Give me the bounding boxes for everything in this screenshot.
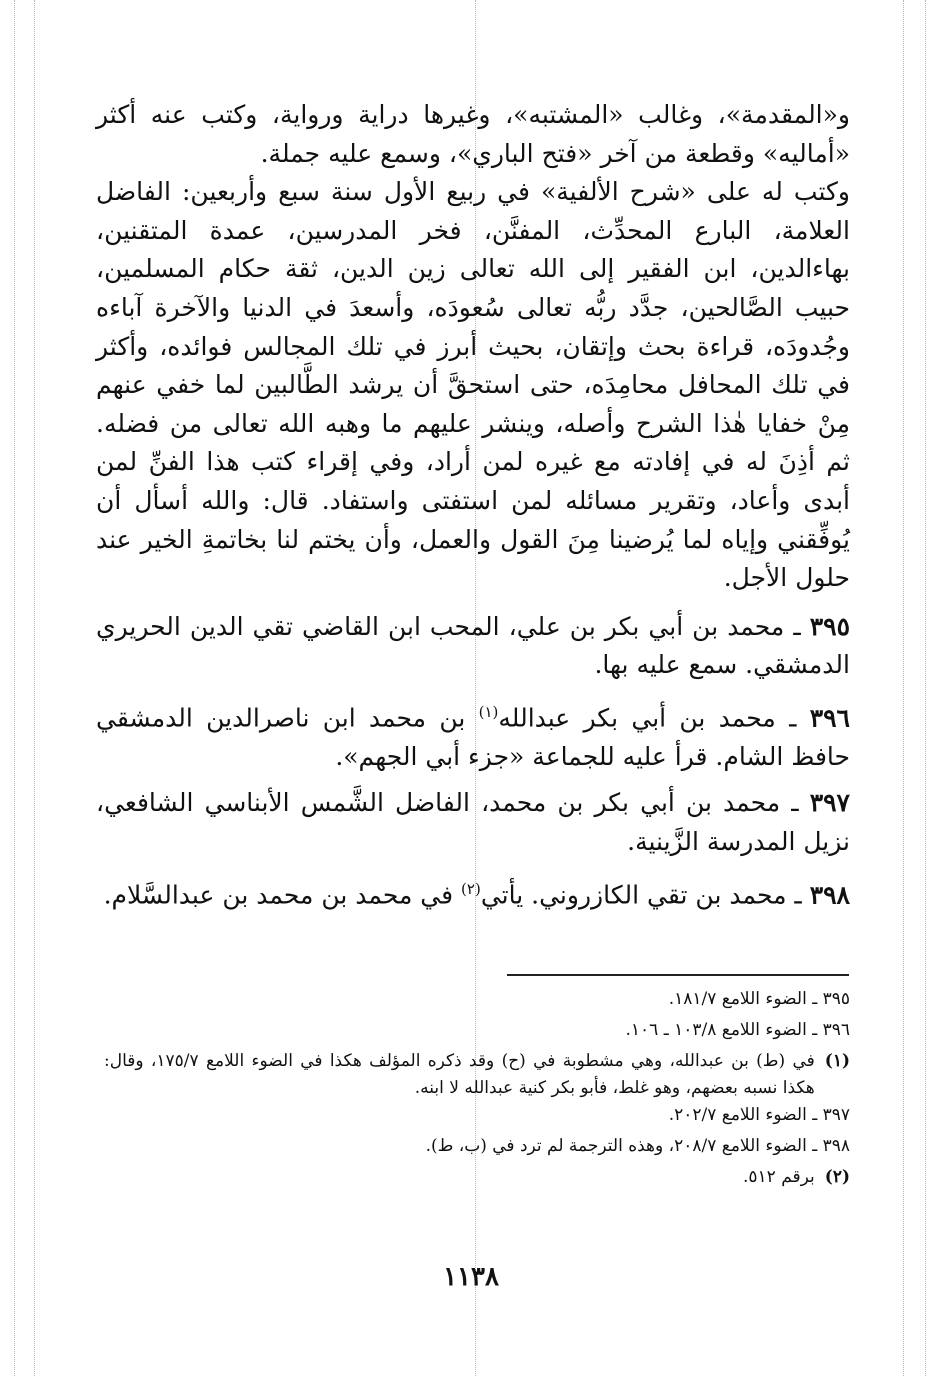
- footnote-marker: (١): [824, 1051, 850, 1071]
- entry-text: محمد بن تقي الكازروني. يأتي: [480, 879, 787, 909]
- entry-number: ٣٩٥: [809, 611, 851, 641]
- scan-edge-line-left-inner: [34, 0, 35, 1376]
- entry-dash: ـ: [793, 611, 801, 641]
- page-number: ١١٣٨: [443, 1262, 499, 1292]
- footnote-marker: (٢): [824, 1167, 850, 1187]
- entry-text-continued: في محمد بن محمد بن عبدالسَّلام.: [103, 879, 462, 909]
- footnote-text: في (ط) بن عبدالله، وهي مشطوبة في (ح) وقد ذكره المؤلف هكذا في الضوء اللامع ١٧٥/٧، وقال: هكذا نسبه بعضهم، وهو غلط، فأبو بكر كنية عبدالله لا ابنه.: [104, 1051, 815, 1098]
- scan-edge-line-right: [925, 0, 926, 1376]
- entry-number: ٣٩٨: [809, 879, 850, 909]
- entry-dash: ـ: [789, 703, 797, 733]
- entry-395: [96, 608, 850, 685]
- entry-text-continued: بن محمد ابن ناصرالدين الدمشقي حافظ الشام. قرأ عليه للجماعة «جزء أبي الجهم».: [96, 703, 850, 771]
- paragraph-continuation: و«المقدمة»، وغالب «المشتبه»، وغيرها دراية ورواية، وكتب عنه أكثر «أماليه» وقطعة من آخر «فتح الباري»، وسمع عليه جملة.: [96, 100, 850, 168]
- footnote-395: ٣٩٥ ـ الضوء اللامع ١٨١/٧.: [668, 989, 850, 1009]
- entry-398: [96, 870, 850, 915]
- footnote-396: ٣٩٦ ـ الضوء اللامع ١٠٣/٨ ـ ١٠٦.: [625, 1020, 850, 1040]
- footnote-separator: [507, 974, 849, 976]
- footnote-2: [104, 1164, 850, 1191]
- scan-edge-line-right-inner: [903, 0, 904, 1376]
- footnote-text: برقم ٥١٢.: [742, 1167, 815, 1187]
- entry-397: [96, 784, 850, 861]
- entry-dash: ـ: [791, 788, 799, 818]
- entry-dash: ـ: [794, 879, 802, 909]
- footnote-1: [104, 1048, 850, 1102]
- footnote-397: ٣٩٧ ـ الضوء اللامع ٢٠٢/٧.: [668, 1105, 850, 1125]
- footnote-398: ٣٩٨ ـ الضوء اللامع ٢٠٨/٧، وهذه الترجمة لم ترد في (ب، ط).: [425, 1136, 850, 1156]
- footnotes: [104, 986, 850, 1191]
- footnote-ref: (١): [478, 702, 499, 721]
- main-text: [96, 96, 850, 923]
- entry-number: ٣٩٦: [809, 703, 850, 733]
- scan-edge-line-left: [14, 0, 15, 1376]
- footnote-ref: (٢): [461, 879, 481, 898]
- entry-number: ٣٩٧: [809, 788, 850, 818]
- entry-text: محمد بن أبي بكر بن علي، المحب ابن القاضي تقي الدين الحريري الدمشقي. سمع عليه بها.: [96, 611, 850, 680]
- entry-text: محمد بن أبي بكر بن محمد، الفاضل الشَّمس الأبناسي الشافعي، نزيل المدرسة الزَّينية.: [96, 788, 850, 857]
- entry-text: محمد بن أبي بكر عبدالله: [498, 703, 776, 733]
- entry-396: [96, 693, 850, 777]
- paragraph-ijaza: وكتب له على «شرح الألفية» في ربيع الأول سنة سبع وأربعين: الفاضل العلامة، البارع المحدِّث، المفنَّن، فخر المدرسين، عمدة المتقنين، بهاءالدين، ابن الفقير إلى الله تعالى زين الدين، ثقة حكام المسلمين، حبيب الصَّالحين، جدَّد ربُّه تعالى سُعودَه، وأسعدَ في الدنيا والآخرة آباءه وجُدودَه، قراءة بحث وإتقان، بحيث أبرز في تلك المجالس فوائده، وأكثر في تلك المحافل محامِدَه، حتى استحقَّ أن يرشد الطَّالبين لما خفي عنهم مِنْ خفايا هٰذا الشرح وأصله، وينشر عليهم ما وهبه الله تعالى من فضله. ثم أذِنَ له في إفادته مع غيره لمن أراد، وفي إقراء كتب هذا الفنِّ لمن أبدى وأعاد، وتقرير مسائله لمن استفتى واستفاد. قال: والله أسأل أن يُوفِّقني وإياه لما يُرضينا مِنَ القول والعمل، وأن يختم لنا بخاتمةِ الخير عند حلول الأجل.: [96, 177, 850, 593]
